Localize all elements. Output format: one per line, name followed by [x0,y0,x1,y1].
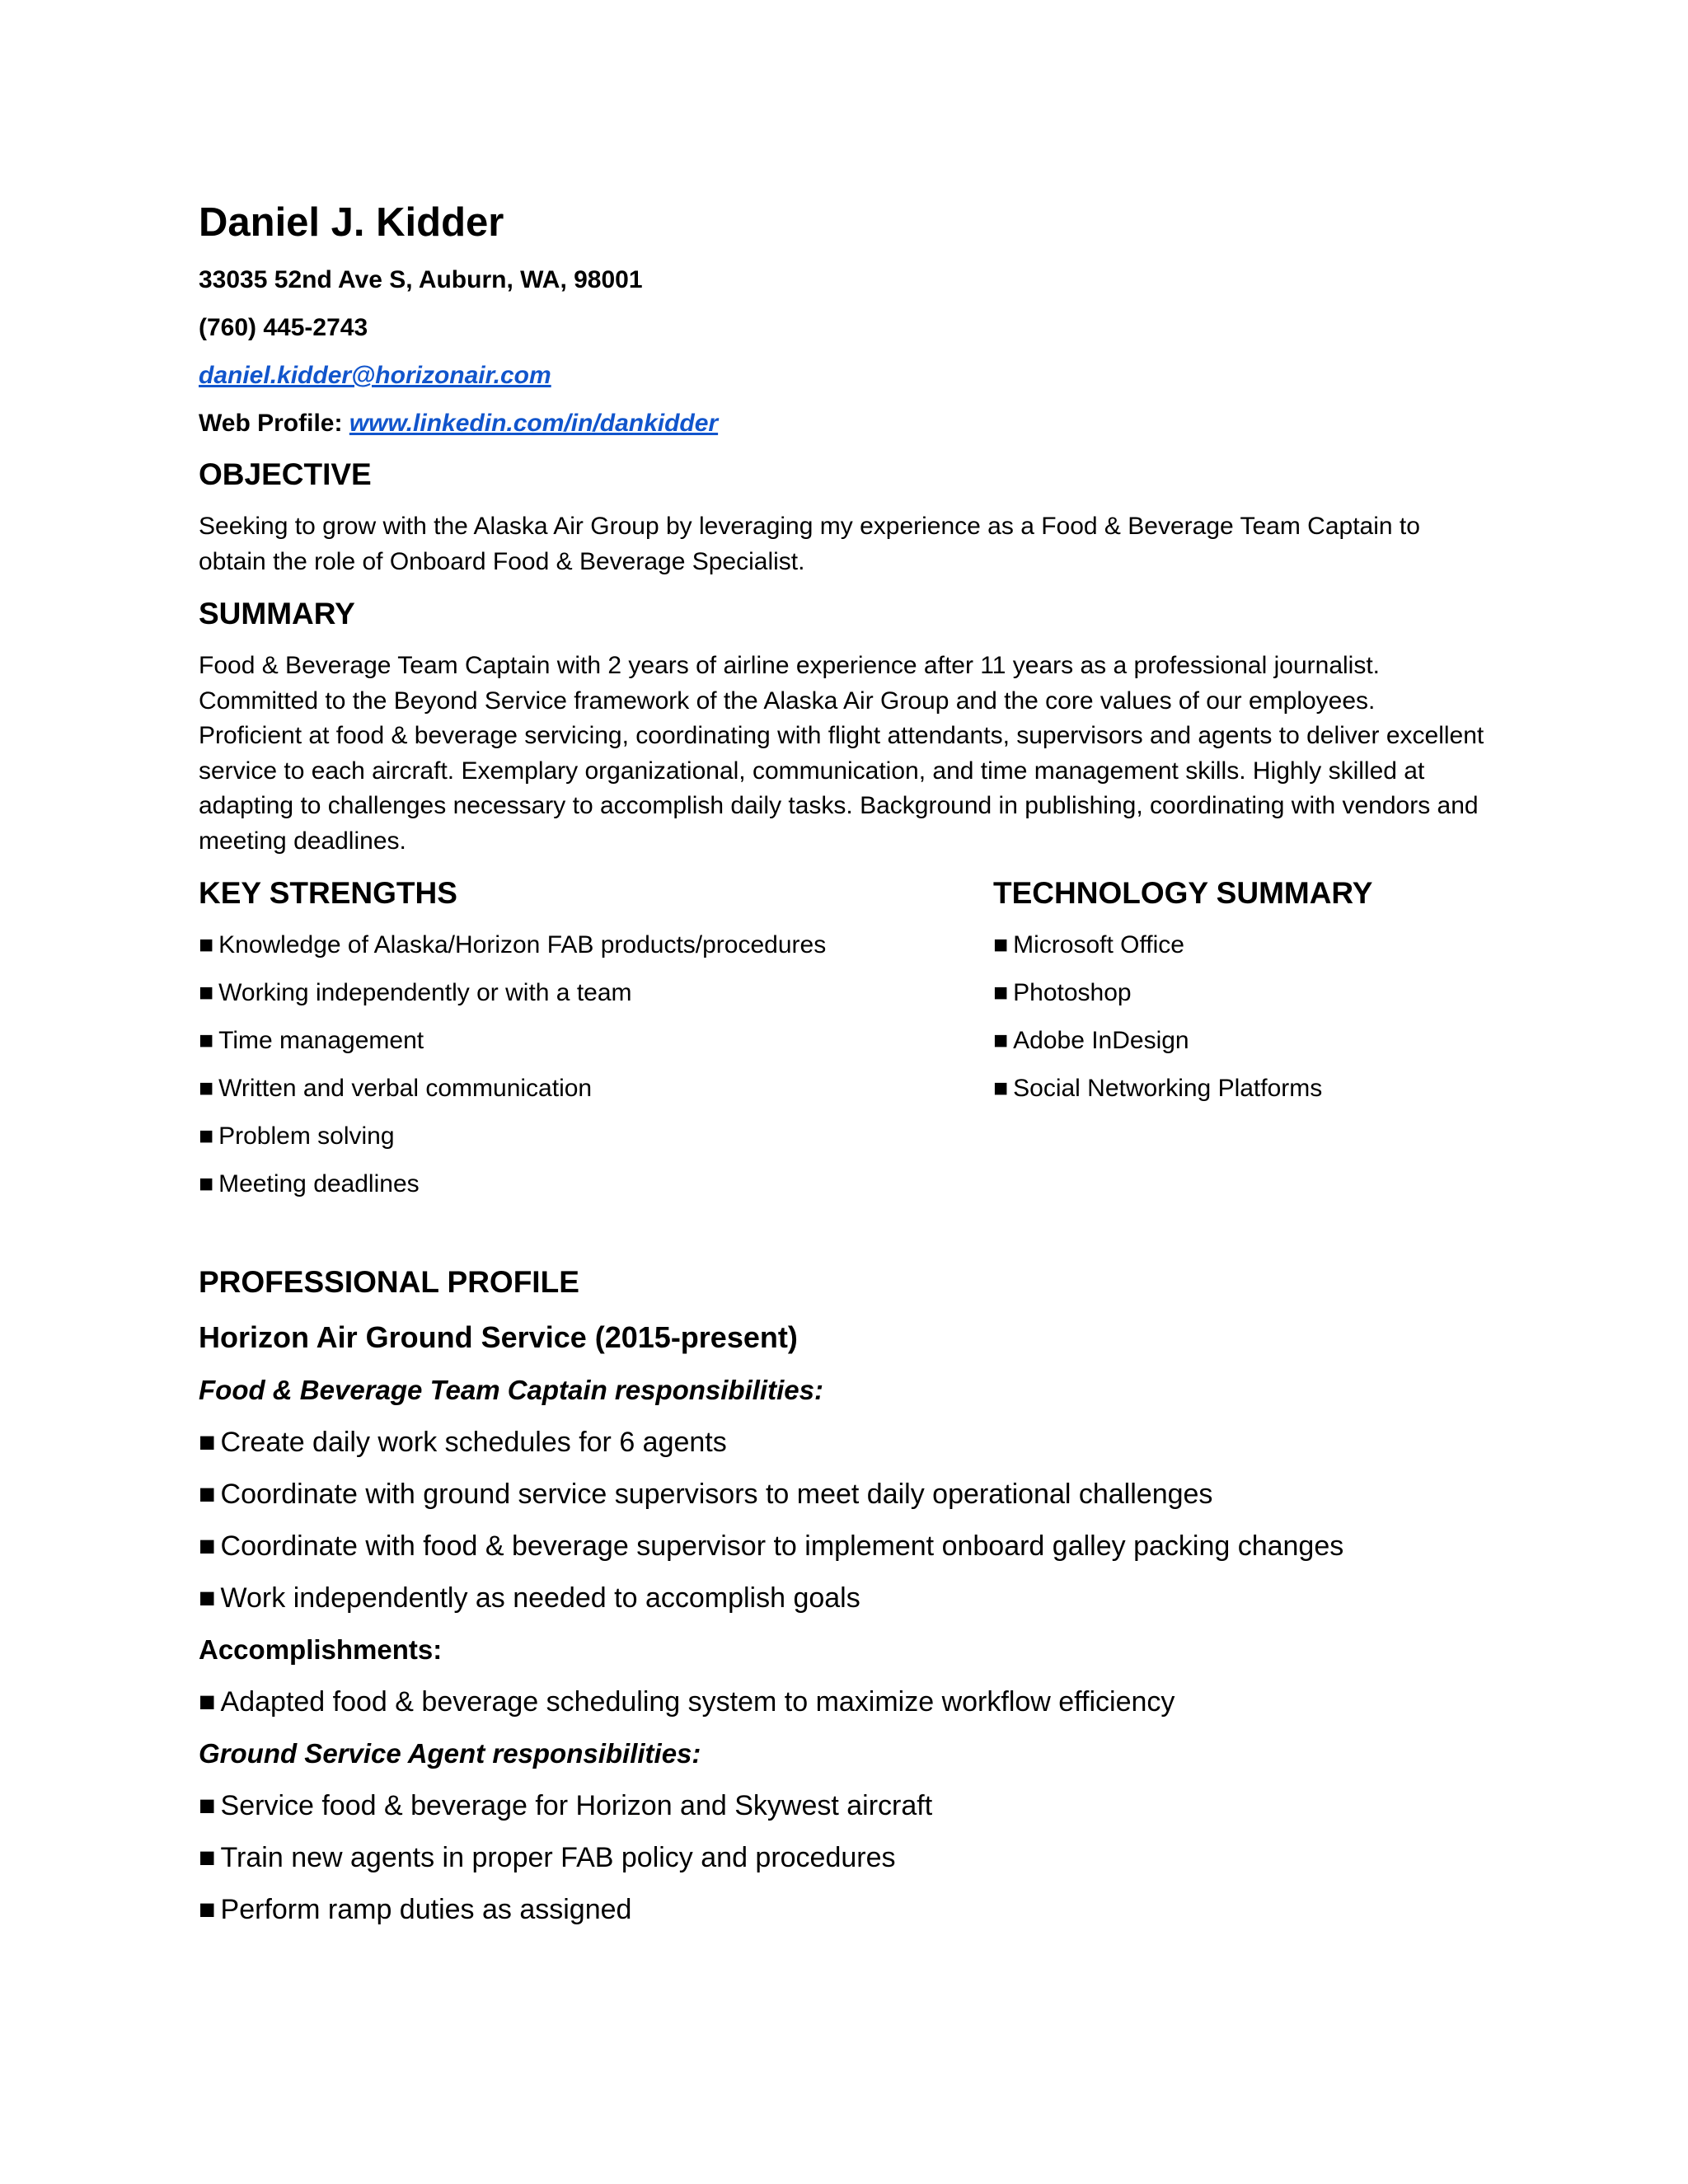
summary-line: Committed to the Beyond Service framework of the Alaska Air Group and the core values of our employees. [199,687,1376,715]
address: 33035 52nd Ave S, Auburn, WA, 98001 [199,266,643,293]
bullet: ■ [199,979,214,1006]
bullet: ■ [993,1075,1009,1102]
objective-text [199,509,1501,579]
key-strength-item: ■ Meeting deadlines [199,1170,420,1197]
captain-responsibility-item: ■ Create daily work schedules for 6 agents [199,1427,727,1458]
bullet: ■ [199,1530,216,1562]
web-profile-row [199,407,718,440]
key-strength-item: ■ Working independently or with a team [199,979,632,1006]
key-strength-item: ■ Problem solving [199,1122,395,1150]
agent-responsibility-item: ■ Train new agents in proper FAB policy and procedures [199,1842,896,1873]
technology-summary-heading: TECHNOLOGY SUMMARY [993,876,1373,910]
summary-line: meeting deadlines. [199,827,406,855]
key-strength-item: ■ Time management [199,1027,424,1054]
web-profile-link[interactable]: www.linkedin.com/in/dankidder [349,410,719,437]
captain-responsibility-item: ■ Work independently as needed to accomplish goals [199,1582,860,1614]
summary-line: service to each aircraft. Exemplary organizational, communication, and time management skills. Highly skilled at [199,757,1425,785]
agent-responsibility-item: ■ Service food & beverage for Horizon and Skywest aircraft [199,1790,933,1821]
bullet: ■ [199,1170,214,1197]
key-strength-item: ■ Knowledge of Alaska/Horizon FAB products/procedures [199,931,827,958]
accomplishment-item: ■ Adapted food & beverage scheduling system to maximize workflow efficiency [199,1686,1175,1718]
accomplishments-heading: Accomplishments: [199,1634,443,1665]
bullet: ■ [199,1582,216,1614]
phone-number: (760) 445-2743 [199,314,368,341]
captain-responsibility-item: ■ Coordinate with ground service supervisors to meet daily operational challenges [199,1479,1213,1510]
objective-line: obtain the role of Onboard Food & Beverage Specialist. [199,547,805,575]
objective-line: Seeking to grow with the Alaska Air Group by leveraging my experience as a Food & Beverage Team Captain to [199,513,1420,540]
technology-item: ■ Social Networking Platforms [993,1075,1323,1102]
captain-responsibility-item: ■ Coordinate with food & beverage supervisor to implement onboard galley packing changes [199,1530,1344,1562]
agent-responsibility-item: ■ Perform ramp duties as assigned [199,1894,632,1925]
bullet: ■ [199,1842,216,1873]
bullet: ■ [199,1027,214,1054]
summary-line: Proficient at food & beverage servicing, coordinating with flight attendants, supervisors and agents to deliver excellent [199,722,1484,749]
bullet: ■ [993,1027,1009,1054]
bullet: ■ [199,1479,216,1510]
bullet: ■ [993,931,1009,958]
bullet: ■ [993,979,1009,1006]
employer-heading: Horizon Air Ground Service (2015-present) [199,1320,798,1354]
technology-item: ■ Photoshop [993,979,1132,1006]
bullet: ■ [199,1686,216,1718]
email-row [199,359,551,392]
summary-line: adapting to challenges necessary to accomplish daily tasks. Background in publishing, coordinating with vendors and [199,792,1479,819]
summary-heading: SUMMARY [199,597,355,630]
resume-name: Daniel J. Kidder [199,200,504,245]
agent-responsibilities-heading: Ground Service Agent responsibilities: [199,1738,701,1769]
bullet: ■ [199,1894,216,1925]
key-strengths-heading: KEY STRENGTHS [199,876,457,910]
bullet: ■ [199,1790,216,1821]
bullet: ■ [199,1122,214,1150]
web-profile-label: Web Profile: [199,410,349,437]
objective-heading: OBJECTIVE [199,457,372,491]
technology-item: ■ Microsoft Office [993,931,1184,958]
technology-item: ■ Adobe InDesign [993,1027,1189,1054]
summary-text [199,649,1501,859]
summary-line: Food & Beverage Team Captain with 2 years of airline experience after 11 years as a professional journalist. [199,652,1380,679]
bullet: ■ [199,1075,214,1102]
bullet: ■ [199,1427,216,1458]
key-strength-item: ■ Written and verbal communication [199,1075,593,1102]
professional-profile-heading: PROFESSIONAL PROFILE [199,1265,579,1299]
bullet: ■ [199,931,214,958]
captain-responsibilities-heading: Food & Beverage Team Captain responsibilities: [199,1375,823,1405]
email-link[interactable]: daniel.kidder@horizonair.com [199,362,551,389]
